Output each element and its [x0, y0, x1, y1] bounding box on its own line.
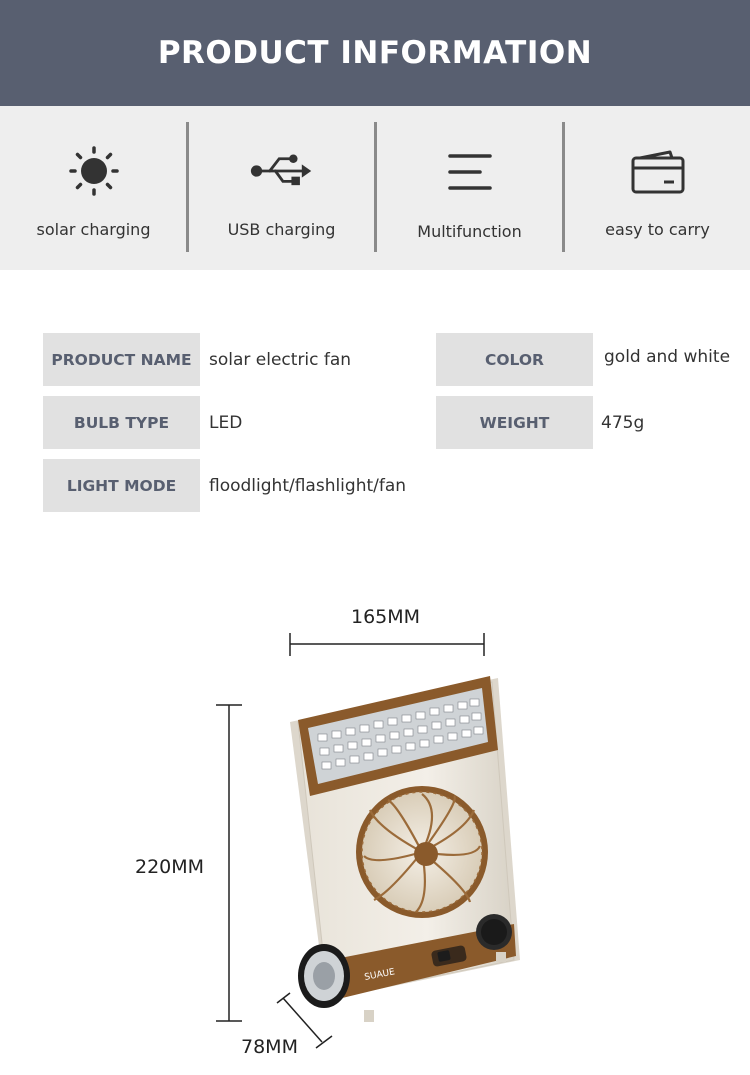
page-title: PRODUCT INFORMATION — [157, 35, 593, 71]
spec-value-product-name: solar electric fan — [209, 350, 352, 370]
spec-value-light-mode: floodlight/flashlight/fan — [209, 476, 407, 496]
dimension-depth-label: 78MM — [241, 1036, 298, 1058]
spec-value-weight: 475g — [601, 413, 645, 433]
spec-key-weight: WEIGHT — [436, 396, 593, 449]
spec-value-bulb-type: LED — [209, 413, 243, 433]
feature-label: easy to carry — [605, 220, 710, 239]
dimension-width-label: 165MM — [351, 606, 421, 628]
page-header — [0, 0, 750, 106]
menu-lines-icon — [442, 146, 498, 196]
spec-key-light-mode: LIGHT MODE — [43, 459, 200, 512]
feature-multifunction — [377, 106, 562, 270]
sun-icon — [66, 146, 122, 196]
feature-usb-charging — [189, 106, 374, 270]
feature-label: USB charging — [227, 220, 336, 239]
spec-key-color: COLOR — [436, 333, 593, 386]
wallet-icon — [630, 146, 686, 196]
dimension-height-label: 220MM — [135, 856, 205, 878]
spec-key-product-name: PRODUCT NAME — [43, 333, 200, 386]
spec-key-bulb-type: BULB TYPE — [43, 396, 200, 449]
feature-solar-charging — [0, 106, 187, 270]
usb-icon — [249, 146, 315, 196]
product-image — [270, 660, 540, 1030]
feature-label: Multifunction — [417, 222, 522, 241]
brand-label: SUAUE — [363, 967, 396, 983]
spec-value-color: gold and white — [604, 347, 731, 367]
feature-easy-to-carry — [565, 106, 750, 270]
feature-strip — [0, 106, 750, 270]
feature-label: solar charging — [36, 220, 151, 239]
